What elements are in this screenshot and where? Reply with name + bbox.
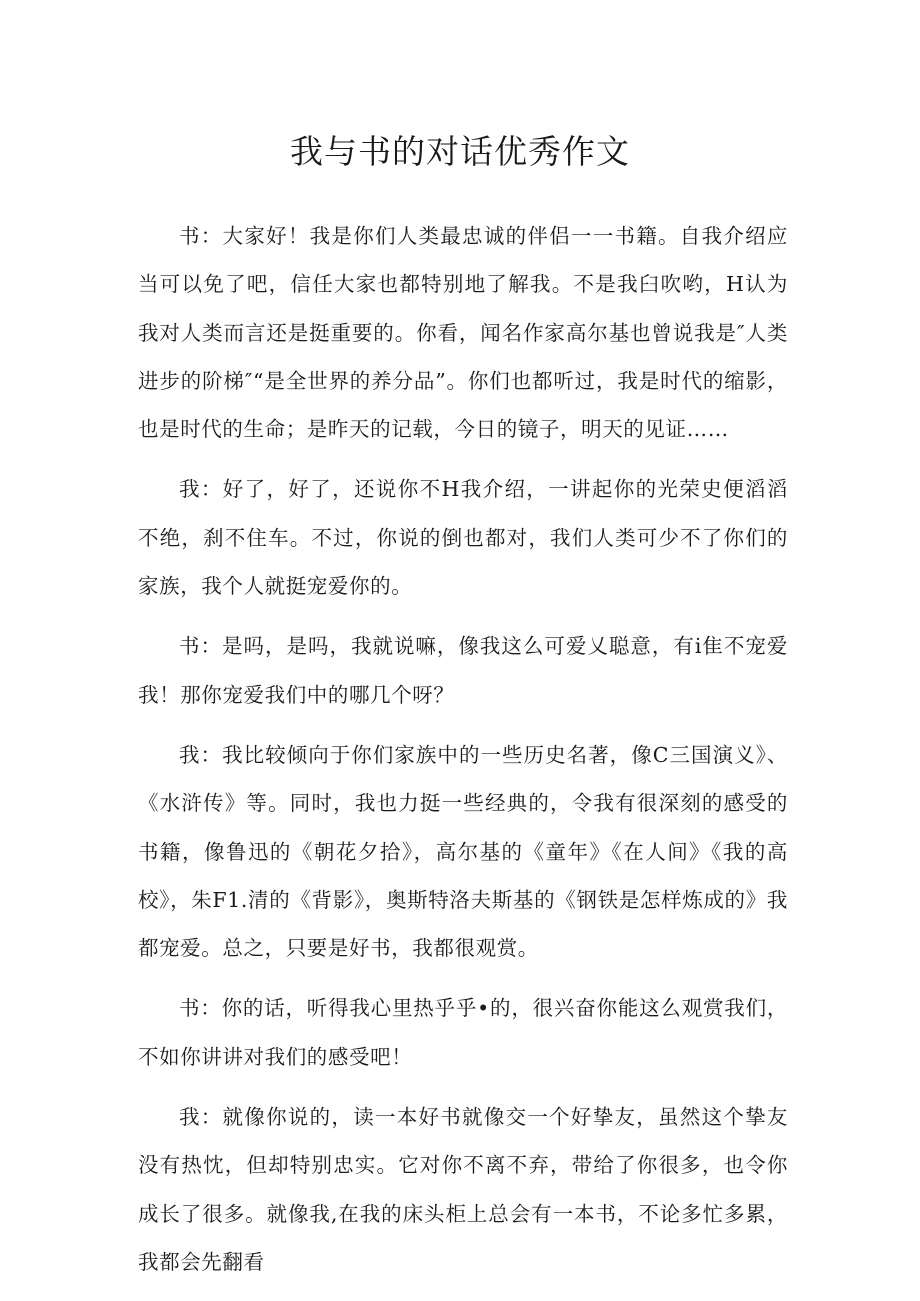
paragraph-me-feelings: 我：就像你说的，读一本好书就像交一个好挚友，虽然这个挚友没有热忱，但却特别忠实。它对你不离不弃，带给了你很多，也令你成长了很多。就像我,在我的床头柜上总会有一本书，不论多忙多累，我都会先翻看 [138, 1105, 788, 1274]
paragraph-me-reply: 我：好了，好了，还说你不H我介绍，一讲起你的光荣史便滔滔不绝，刹不住车。不过，你说的倒也都对，我们人类可少不了你们的家族，我个人就挺宠爱你的。 [138, 477, 788, 599]
paragraph-me-favorites: 我：我比较倾向于你们家族中的一些历史名著，像C三国演义》、《水浒传》等。同时，我也力挺一些经典的，令我有很深刻的感受的书籍，像鲁迅的《朝花夕拾》，高尔基的《童年》《在人间》《我的高校》，朱F1.清的《背影》，奥斯特洛夫斯基的《钢铁是怎样炼成的》我都宠爱。总之，只要是好书，我都很观赏。 [138, 742, 788, 961]
document-title: 我与书的对话优秀作文 [290, 132, 630, 171]
paragraph-book-question: 书：是吗，是吗，我就说嘛，像我这么可爱乂聪意，有i隹不宠爱我！那你宠爱我们中的哪几个呀？ [138, 634, 788, 707]
paragraph-book-intro: 书：大家好！我是你们人类最忠诚的伴侣一一书籍。自我介绍应当可以免了吧，信任大家也都特别地了解我。不是我臼吹哟，H认为我对人类而言还是挺重要的。你看，闻名作家高尔基也曾说我是″人类进步的阶梯″“是全世界的养分品”。你们也都听过，我是时代的缩影，也是时代的生命；是昨天的记载，今日的镜子，明天的见证…… [138, 224, 788, 442]
paragraph-book-request: 书：你的话，听得我心里热乎乎•的，很兴奋你能这么观赏我们，不如你讲讲对我们的感受吧！ [138, 996, 788, 1069]
document-body [138, 212, 788, 1298]
